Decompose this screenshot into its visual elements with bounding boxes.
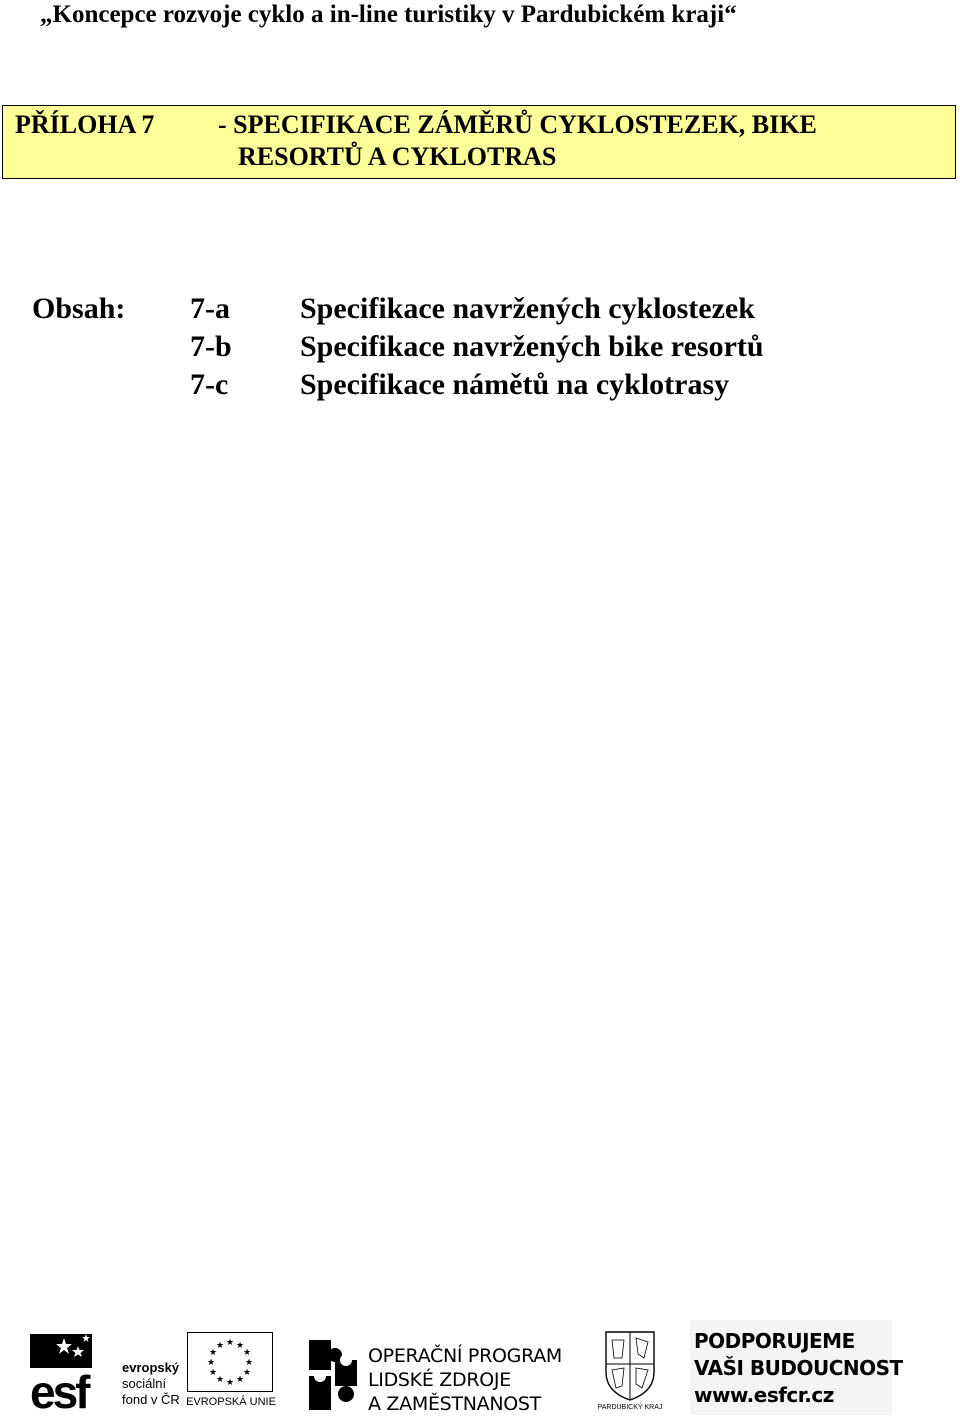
svg-text:★: ★ [208,1368,218,1378]
esf-mark-icon [30,1332,122,1412]
slogan-text [694,1328,903,1409]
appendix-label: PŘÍLOHA 7 [15,110,155,139]
footer-logos [0,1320,960,1419]
pardubicky-kraj-caption: PARDUBICKÝ KRAJ [597,1404,663,1411]
document-title: „Koncepce rozvoje cyklo a in-line turistiky v Pardubickém kraji“ [40,1,737,28]
svg-text:★: ★ [242,1348,252,1358]
op-lzz-logo [305,1332,575,1414]
svg-text:★: ★ [208,1348,218,1358]
esf-caption [122,1360,180,1408]
toc-item [0,330,960,368]
esf-caption-line3: fond v ČR [122,1392,180,1407]
toc-item-text: Specifikace navržených bike resortů [300,330,764,363]
toc-item [0,368,960,406]
svg-text:★: ★ [225,1338,235,1348]
coat-of-arms-icon [594,1328,666,1402]
appendix-title-line2: RESORTŮ A CYKLOTRAS [238,142,557,171]
op-caption-line2: LIDSKÉ ZDROJE [368,1369,511,1391]
eu-flag-icon [187,1332,273,1392]
svg-text:★: ★ [235,1341,245,1351]
svg-text:★: ★ [206,1358,216,1368]
esf-slogan-banner [690,1320,903,1415]
esf-caption-line1: evropský [122,1360,180,1375]
eu-caption: EVROPSKÁ UNIE [186,1396,276,1408]
toc-item-code: 7-c [190,368,229,401]
esf-caption-line2: sociální [122,1376,167,1391]
eu-logo [185,1332,277,1412]
op-caption-line3: A ZAMĚSTNANOST [368,1393,541,1415]
appendix-title-line1: - SPECIFIKACE ZÁMĚRŮ CYKLOSTEZEK, BIKE [218,110,817,139]
toc-item-code: 7-a [190,292,230,325]
svg-text:★: ★ [225,1378,235,1388]
contents-label: Obsah: [32,292,126,325]
svg-text:★: ★ [215,1341,225,1351]
svg-text:★: ★ [244,1358,254,1368]
slogan-line2: VAŠI BUDOUCNOST [694,1356,903,1380]
op-caption-line1: OPERAČNÍ PROGRAM [368,1345,562,1367]
appendix-header-box [2,105,956,179]
toc-item-text: Specifikace navržených cyklostezek [300,292,755,325]
svg-text:★: ★ [215,1375,225,1385]
svg-text:★: ★ [235,1375,245,1385]
op-caption [368,1344,562,1416]
pardubicky-kraj-logo [594,1328,666,1418]
esf-logo [30,1332,180,1412]
slogan-url: www.esfcr.cz [694,1383,834,1407]
toc-item-code: 7-b [190,330,232,363]
svg-text:esf: esf [30,1366,88,1412]
slogan-line1: PODPORUJEME [694,1329,855,1353]
toc-item-text: Specifikace námětů na cyklotrasy [300,368,730,401]
toc-item [0,292,960,330]
puzzle-icon [305,1336,361,1416]
svg-text:★: ★ [242,1368,252,1378]
